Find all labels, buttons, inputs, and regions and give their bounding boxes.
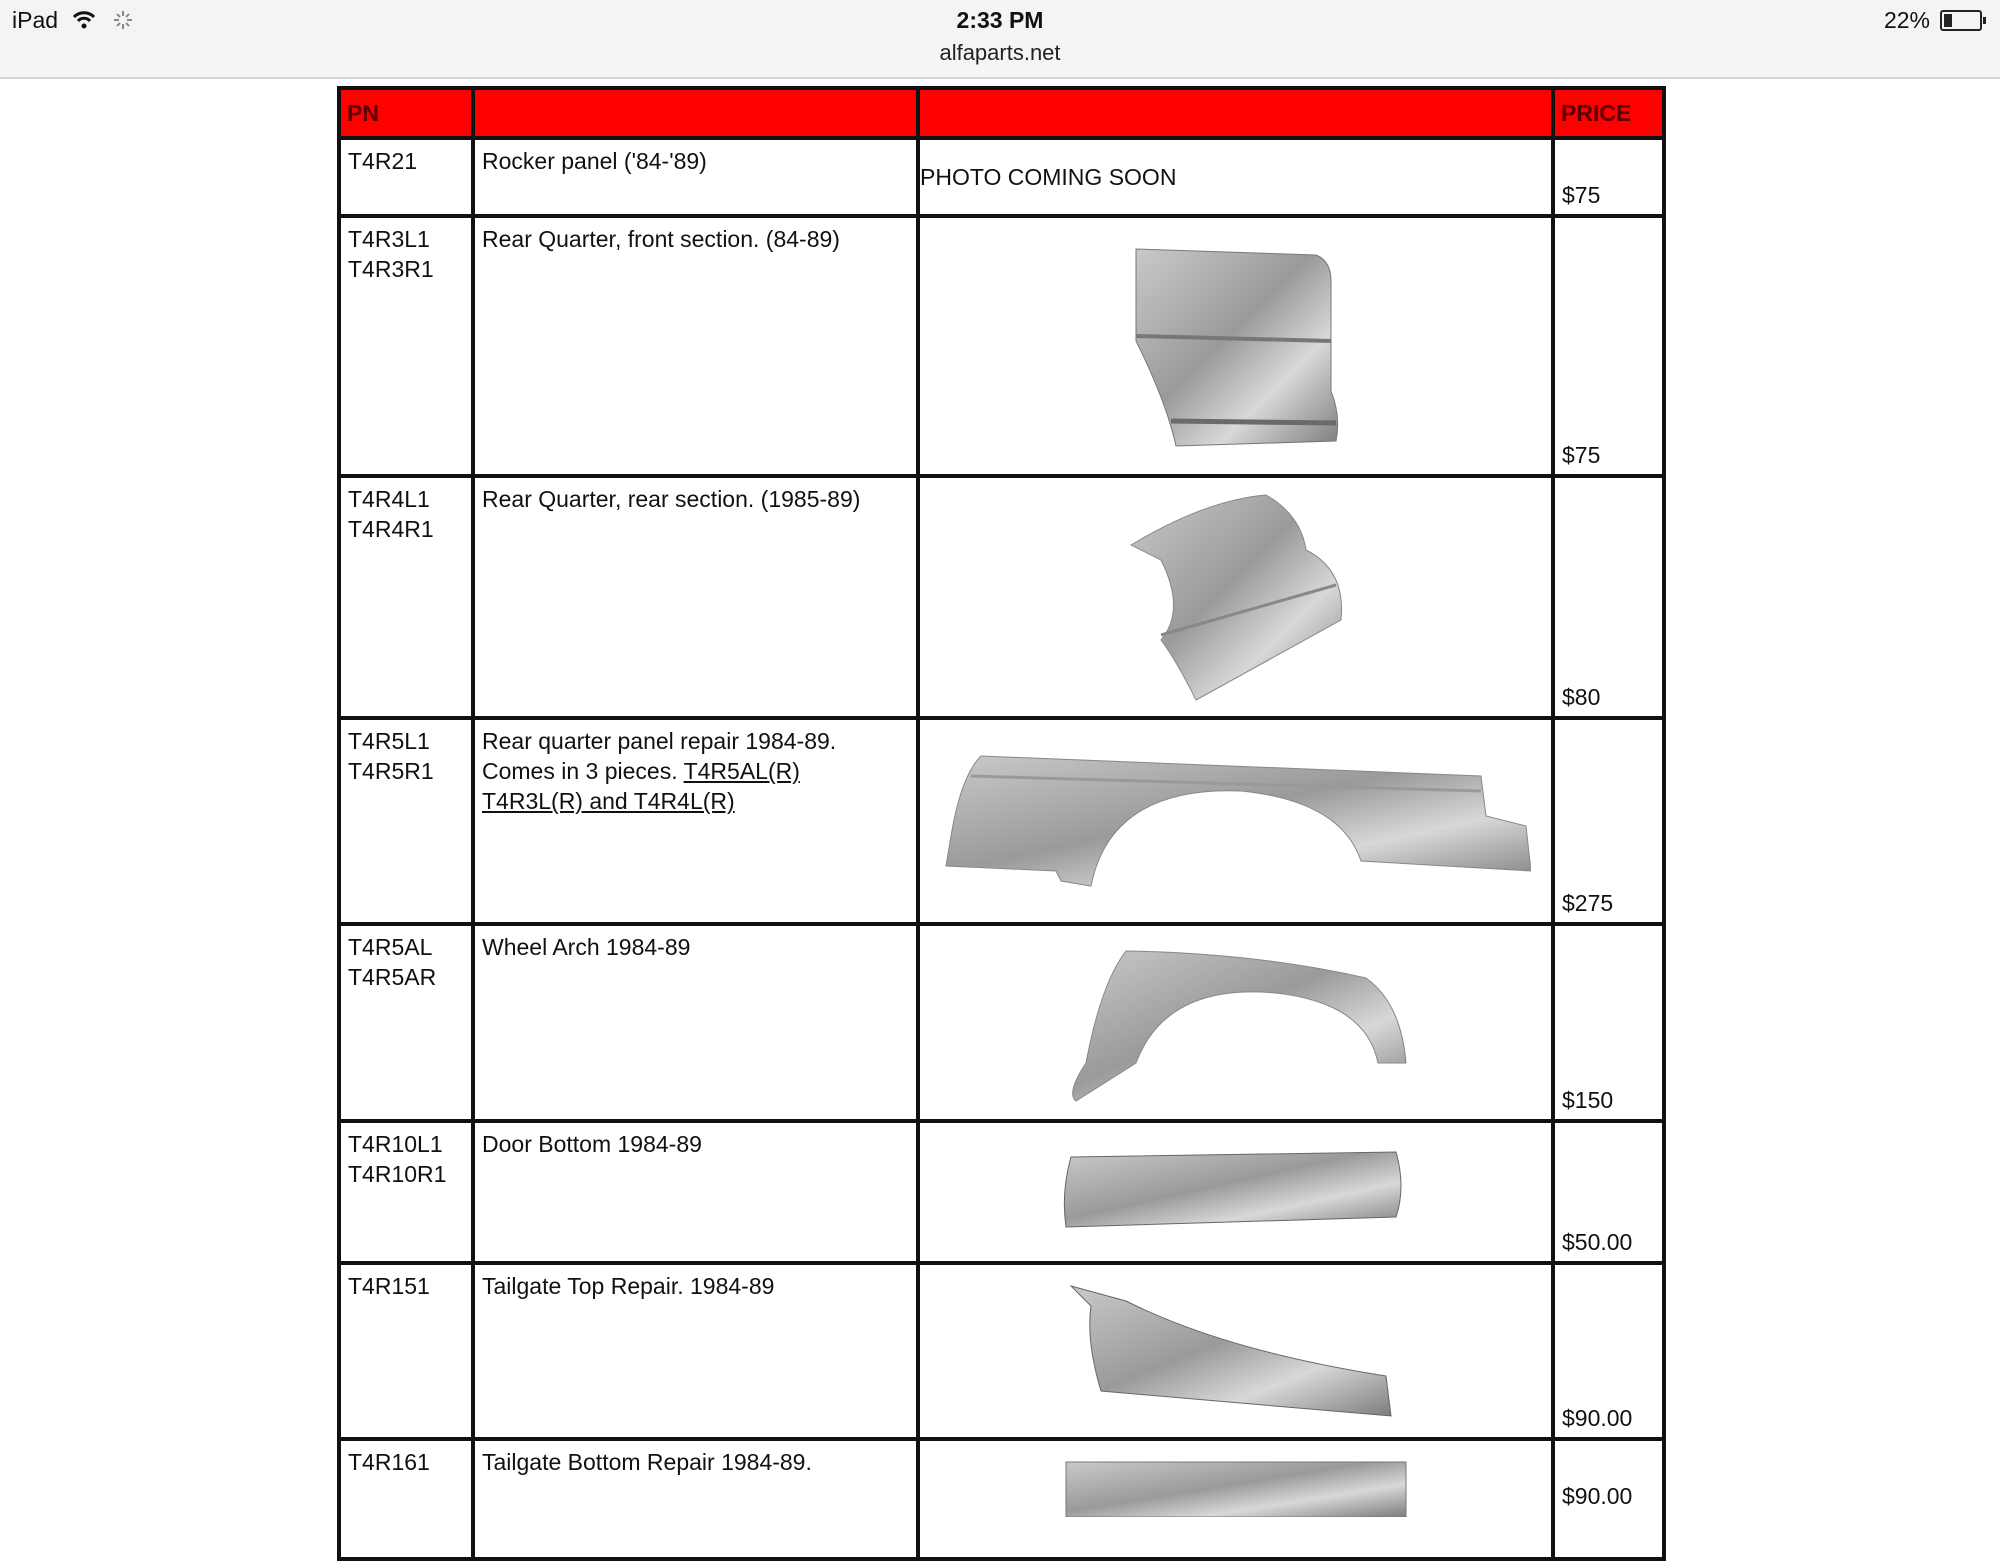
part-number — [339, 476, 473, 718]
rear-quarter-panel-image — [941, 746, 1531, 896]
table-header-row — [339, 88, 1664, 138]
part-number — [339, 216, 473, 476]
battery-icon — [1940, 10, 1982, 31]
table-row — [339, 924, 1664, 1121]
photo-cell — [918, 718, 1553, 924]
pn: T4R5AR — [348, 964, 437, 990]
rear-quarter-front-panel-image — [1126, 241, 1346, 451]
description: Rear Quarter, front section. (84-89) — [473, 216, 918, 476]
description: Wheel Arch 1984-89 — [473, 924, 918, 1121]
part-number — [339, 1263, 473, 1439]
pn: T4R4R1 — [348, 516, 434, 542]
header-price: PRICE — [1553, 88, 1664, 138]
table-row — [339, 138, 1664, 216]
photo-cell — [918, 924, 1553, 1121]
table-row — [339, 216, 1664, 476]
table-row — [339, 476, 1664, 718]
part-number — [339, 718, 473, 924]
battery-percent: 22% — [1883, 7, 1930, 33]
rear-quarter-rear-panel-image — [1126, 490, 1346, 705]
pn: T4R3L1 — [348, 226, 430, 252]
description: Tailgate Top Repair. 1984-89 — [473, 1263, 918, 1439]
description: Rear Quarter, rear section. (1985-89) — [473, 476, 918, 718]
pn: T4R5AL — [348, 934, 433, 960]
header-pn: PN — [339, 88, 473, 138]
price: $275 — [1553, 718, 1664, 924]
pn: T4R161 — [348, 1449, 430, 1475]
part-link[interactable]: T4R3L(R) and T4R4L(R) — [482, 788, 735, 814]
price: $75 — [1553, 138, 1664, 216]
description: Rocker panel ('84-'89) — [473, 138, 918, 216]
url-bar[interactable]: alfaparts.net — [939, 40, 1061, 65]
parts-table — [337, 86, 1666, 1561]
part-number — [339, 1439, 473, 1559]
price: $90.00 — [1553, 1263, 1664, 1439]
price — [1553, 1439, 1664, 1559]
door-bottom-image — [1061, 1147, 1411, 1237]
price: $50.00 — [1553, 1121, 1664, 1263]
pn: T4R5L1 — [348, 728, 430, 754]
description: Door Bottom 1984-89 — [473, 1121, 918, 1263]
description-line: Comes in 3 pieces. — [482, 758, 684, 784]
price: $150 — [1553, 924, 1664, 1121]
part-link[interactable]: T4R5AL(R) — [683, 758, 800, 784]
photo-cell — [918, 1439, 1553, 1559]
part-number — [339, 138, 473, 216]
wheel-arch-image — [1056, 943, 1416, 1103]
photo-cell — [918, 476, 1553, 718]
pn: T4R10L1 — [348, 1131, 443, 1157]
description-line: Rear quarter panel repair 1984-89. — [482, 728, 837, 754]
table-row — [339, 1121, 1664, 1263]
pn: T4R151 — [348, 1273, 430, 1299]
photo-cell — [918, 216, 1553, 476]
pn: T4R4L1 — [348, 486, 430, 512]
description: Tailgate Bottom Repair 1984-89. — [473, 1439, 918, 1559]
photo-cell — [918, 1263, 1553, 1439]
photo-coming-soon: PHOTO COMING SOON — [920, 164, 1177, 190]
device-name: iPad — [12, 7, 59, 33]
price: $75 — [1553, 216, 1664, 476]
photo-cell — [918, 1121, 1553, 1263]
clock: 2:33 PM — [956, 7, 1044, 33]
part-number — [339, 1121, 473, 1263]
tailgate-bottom-image — [1061, 1457, 1411, 1517]
tailgate-top-image — [1066, 1281, 1406, 1421]
table-row — [339, 1439, 1664, 1559]
pn: T4R3R1 — [348, 256, 434, 282]
table-row — [339, 1263, 1664, 1439]
status-bar — [0, 0, 2000, 79]
pn: T4R10R1 — [348, 1161, 447, 1187]
photo-cell — [918, 138, 1553, 216]
price: $80 — [1553, 476, 1664, 718]
description — [473, 718, 918, 924]
header-description — [473, 88, 918, 138]
price-value: $90.00 — [1562, 1483, 1633, 1509]
table-row — [339, 718, 1664, 924]
pn: T4R5R1 — [348, 758, 434, 784]
header-photo — [918, 88, 1553, 138]
pn: T4R21 — [348, 148, 418, 174]
part-number — [339, 924, 473, 1121]
